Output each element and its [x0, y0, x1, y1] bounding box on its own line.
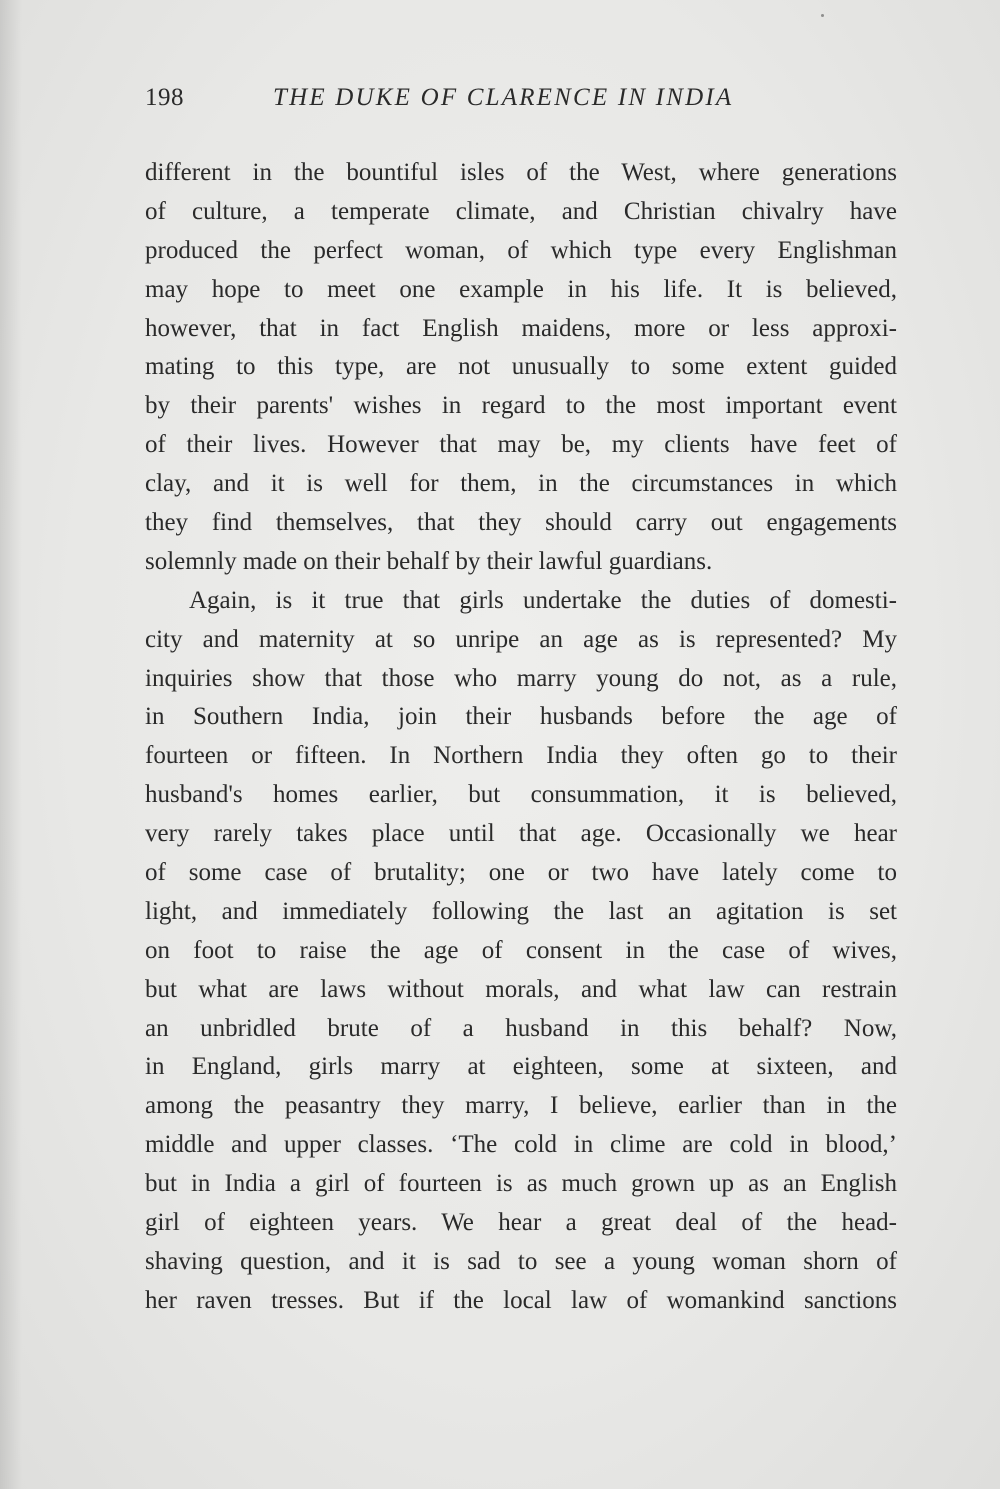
body-text: [145, 154, 897, 1321]
text-line: shaving question, and it is sad to see a young woman shorn of: [145, 1247, 897, 1275]
text-line: they find themselves, that they should carry out engagements: [145, 509, 897, 537]
text-line: produced the perfect woman, of which type every Englishman: [145, 236, 897, 264]
text-line: but in India a girl of fourteen is as much grown up as an English: [145, 1170, 897, 1198]
text-line: may hope to meet one example in his life. It is believed,: [145, 275, 897, 303]
text-line: inquiries show that those who marry young do not, as a rule,: [145, 664, 897, 692]
text-line: by their parents' wishes in regard to the most important event: [145, 392, 897, 420]
text-line: city and maternity at so unripe an age as is represented? My: [145, 625, 897, 653]
text-line: mating to this type, are not unusually to some extent guided: [145, 353, 897, 381]
text-line: middle and upper classes. ‘The cold in clime are cold in blood,’: [145, 1131, 897, 1159]
text-line: of their lives. However that may be, my clients have feet of: [145, 431, 897, 459]
text-line: very rarely takes place until that age. Occasionally we hear: [145, 820, 897, 848]
text-line: an unbridled brute of a husband in this behalf? Now,: [145, 1014, 897, 1042]
text-line: in Southern India, join their husbands before the age of: [145, 703, 897, 731]
page-number: 198: [145, 84, 184, 111]
text-line: clay, and it is well for them, in the circumstances in which: [145, 470, 897, 498]
text-line: girl of eighteen years. We hear a great deal of the head-: [145, 1209, 897, 1237]
paragraph-end-line: solemnly made on their behalf by their lawful guardians.: [145, 547, 713, 575]
paragraph-start-line: Again, is it true that girls undertake the duties of domesti-: [189, 586, 897, 614]
text-line: light, and immediately following the last an agitation is set: [145, 897, 897, 925]
running-head: [145, 84, 775, 124]
text-line: her raven tresses. But if the local law of womankind sanctions: [145, 1286, 897, 1314]
text-line: of some case of brutality; one or two have lately come to: [145, 859, 897, 887]
text-line: on foot to raise the age of consent in the case of wives,: [145, 936, 897, 964]
text-line: among the peasantry they marry, I believe, earlier than in the: [145, 1092, 897, 1120]
text-line: husband's homes earlier, but consummation, it is believed,: [145, 781, 897, 809]
text-line: fourteen or fifteen. In Northern India they often go to their: [145, 742, 897, 770]
text-line: of culture, a temperate climate, and Christian chivalry have: [145, 197, 897, 225]
text-line: however, that in fact English maidens, more or less approxi-: [145, 314, 897, 342]
spine-shadow: [0, 0, 22, 1489]
text-line: different in the bountiful isles of the West, where generations: [145, 159, 897, 186]
text-line: but what are laws without morals, and what law can restrain: [145, 975, 897, 1003]
running-title: THE DUKE OF CLARENCE IN INDIA: [273, 84, 734, 111]
text-line: in England, girls marry at eighteen, some at sixteen, and: [145, 1053, 897, 1081]
paper-speck: [821, 14, 824, 17]
